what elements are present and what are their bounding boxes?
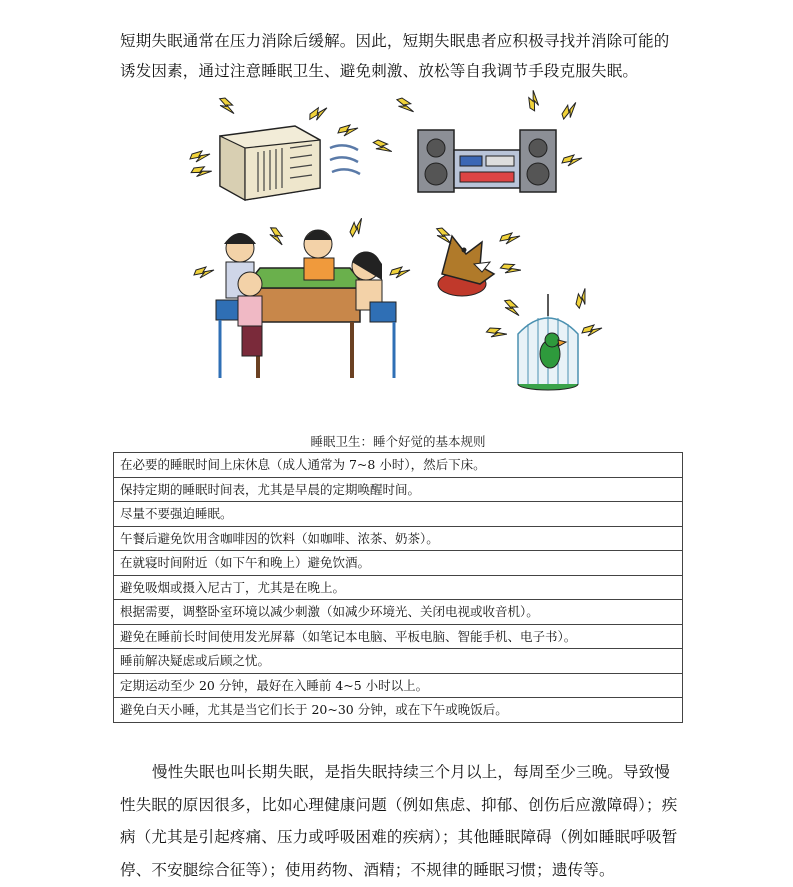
table-cell: 避免吸烟或摄入尼古丁，尤其是在晚上。: [114, 575, 683, 600]
table-cell: 定期运动至少 20 分钟，最好在入睡前 4~5 小时以上。: [114, 673, 683, 698]
sleep-hygiene-table: [113, 452, 683, 723]
table-cell: 尽量不要强迫睡眠。: [114, 502, 683, 527]
table-row: [114, 526, 683, 551]
table-cell: 避免在睡前长时间使用发光屏幕（如笔记本电脑、平板电脑、智能手机、电子书）。: [114, 624, 683, 649]
stereo-icon: [418, 130, 556, 192]
table-cell: 根据需要，调整卧室环境以减少刺激（如减少环境光、关闭电视或收音机）。: [114, 600, 683, 625]
table-row: [114, 453, 683, 478]
noise-illustration: [180, 88, 620, 398]
table-row: [114, 673, 683, 698]
bird-in-cage-icon: [518, 294, 578, 390]
intro-paragraph: 短期失眠通常在压力消除后缓解。因此，短期失眠患者应积极寻找并消除可能的诱发因素，通过注意睡眠卫生、避免刺激、放松等自我调节手段克服失眠。: [120, 32, 670, 80]
table-cell: 保持定期的睡眠时间表，尤其是早晨的定期唤醒时间。: [114, 477, 683, 502]
table-row: [114, 624, 683, 649]
chronic-insomnia-paragraph: 慢性失眠也叫长期失眠，是指失眠持续三个月以上，每周至少三晚。导致慢性失眠的原因很多，比如心理健康问题（例如焦虑、抑郁、创伤后应激障碍）；疾病（尤其是引起疼痛、压力或呼吸困难的疾病）；其他睡眠障碍（例如睡眠呼吸暂停、不安腿综合征等）；使用药物、酒精；不规律的睡眠习惯；遗传等。: [120, 763, 678, 879]
table-cell: 睡前解决疑虑或后顾之忧。: [114, 649, 683, 674]
table-row: [114, 551, 683, 576]
air-conditioner-icon: [220, 126, 360, 200]
barking-dog-icon: [438, 236, 494, 296]
table-caption: 睡眠卫生：睡个好觉的基本规则: [310, 434, 486, 449]
table-row: [114, 502, 683, 527]
table-cell: 午餐后避免饮用含咖啡因的饮料（如咖啡、浓茶、奶茶）。: [114, 526, 683, 551]
table-row: [114, 600, 683, 625]
table-cell: 在必要的睡眠时间上床休息（成人通常为 7~8 小时），然后下床。: [114, 453, 683, 478]
table-row: [114, 575, 683, 600]
mahjong-players-icon: [216, 230, 396, 378]
table-row: [114, 477, 683, 502]
table-row: [114, 698, 683, 723]
table-cell: 避免白天小睡，尤其是当它们长于 20~30 分钟，或在下午或晚饭后。: [114, 698, 683, 723]
table-cell: 在就寝时间附近（如下午和晚上）避免饮酒。: [114, 551, 683, 576]
table-row: [114, 649, 683, 674]
